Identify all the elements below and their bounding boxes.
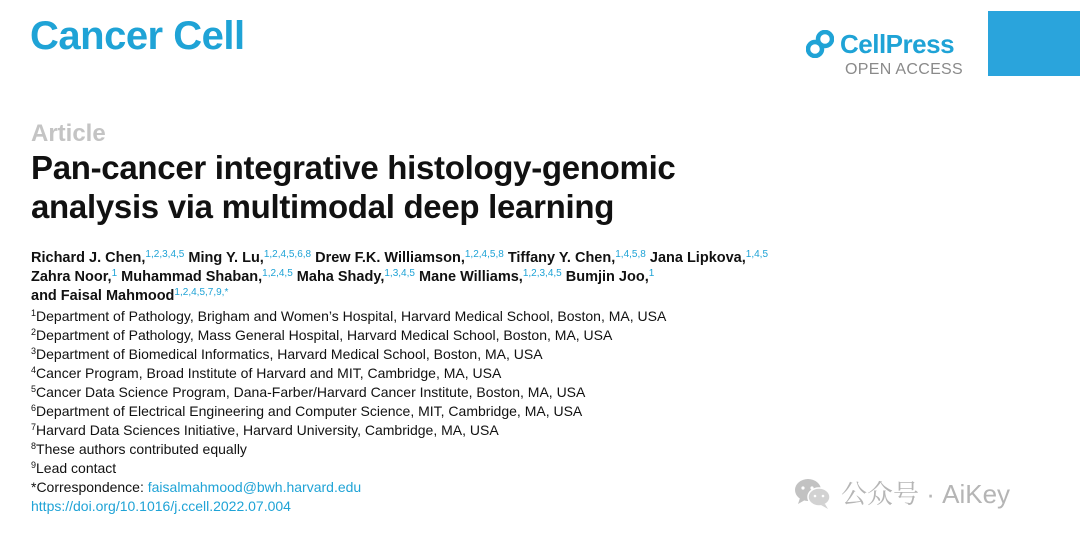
author-name: Zahra Noor, — [31, 269, 112, 285]
open-access-label: OPEN ACCESS — [845, 61, 964, 78]
author-affiliations[interactable]: 1,4,5 — [745, 249, 769, 260]
affiliation-text: These authors contributed equally — [36, 441, 247, 457]
author-affiliations[interactable]: 1 — [111, 268, 118, 279]
affiliation-item — [31, 326, 931, 345]
watermark-text: 公众号 · AiKey — [841, 479, 1011, 509]
author-affiliations[interactable]: 1,2,4,5 — [262, 268, 293, 279]
journal-title: Cancer Cell — [30, 14, 245, 58]
author-affiliations[interactable]: 1,2,4,5,8 — [464, 249, 504, 260]
correspondence-label: *Correspondence: — [31, 479, 148, 495]
article-type: Article — [31, 120, 106, 147]
cellpress-logo-icon — [806, 30, 834, 58]
affiliation-number: 1 — [31, 308, 37, 318]
author-name: Bumjin Joo, — [565, 269, 649, 285]
title-line: analysis via multimodal deep learning — [31, 188, 615, 225]
author-line — [31, 249, 931, 268]
author-name: Richard J. Chen, — [31, 250, 146, 266]
affiliation-number: 8 — [31, 441, 37, 451]
author-name: Mane Williams, — [418, 269, 523, 285]
author-affiliations[interactable]: 1,2,3,4,5 — [145, 249, 185, 260]
affiliation-text: Cancer Program, Broad Institute of Harvard and MIT, Cambridge, MA, USA — [36, 365, 502, 381]
affiliation-text: Department of Biomedical Informatics, Harvard Medical School, Boston, MA, USA — [36, 346, 543, 362]
author-list — [31, 249, 931, 306]
author-line — [31, 268, 931, 287]
affiliation-number: 4 — [31, 365, 37, 375]
author-affiliations[interactable]: 1,2,4,5,6,8 — [263, 249, 312, 260]
title-line: Pan-cancer integrative histology-genomic — [31, 149, 676, 186]
affiliation-item — [31, 345, 931, 364]
correspondence-email-link[interactable]: faisalmahmood@bwh.harvard.edu — [147, 479, 362, 495]
affiliation-number: 2 — [31, 327, 37, 337]
affiliation-number: 9 — [31, 460, 37, 470]
affiliation-text: Lead contact — [36, 460, 117, 476]
author-name: Drew F.K. Williamson, — [315, 250, 465, 266]
affiliation-item — [31, 402, 931, 421]
affiliation-number: 3 — [31, 346, 37, 356]
affiliation-text: Department of Pathology, Brigham and Women’s Hospital, Harvard Medical School, Boston, MA, USA — [36, 308, 667, 324]
affiliation-number: 6 — [31, 403, 37, 413]
author-name: Ming Y. Lu, — [188, 250, 264, 266]
author-name: Muhammad Shaban, — [121, 269, 263, 285]
watermark — [793, 474, 1010, 511]
author-affiliations[interactable]: 1,2,3,4,5 — [522, 268, 562, 279]
brand-color-block — [988, 11, 1080, 76]
author-line — [31, 287, 931, 306]
article-title — [31, 148, 811, 226]
affiliation-item — [31, 383, 931, 402]
author-name: Tiffany Y. Chen, — [507, 250, 616, 266]
affiliation-number: 7 — [31, 422, 37, 432]
affiliation-text: Cancer Data Science Program, Dana-Farber/Harvard Cancer Institute, Boston, MA, USA — [36, 384, 586, 400]
affiliation-item — [31, 440, 931, 459]
author-affiliations[interactable]: 1,3,4,5 — [384, 268, 415, 279]
affiliation-text: Harvard Data Sciences Initiative, Harvard University, Cambridge, MA, USA — [36, 422, 499, 438]
author-affiliations[interactable]: 1,2,4,5,7,9,* — [174, 287, 229, 298]
author-name: Jana Lipkova, — [649, 250, 746, 266]
affiliation-number: 5 — [31, 384, 37, 394]
affiliation-item — [31, 421, 931, 440]
affiliation-text: Department of Electrical Engineering and Computer Science, MIT, Cambridge, MA, USA — [36, 403, 583, 419]
cellpress-logo — [806, 30, 954, 58]
author-name: Maha Shady, — [296, 269, 385, 285]
affiliation-item — [31, 364, 931, 383]
publisher-name: CellPress — [840, 29, 955, 59]
affiliation-item — [31, 307, 931, 326]
author-affiliations[interactable]: 1,4,5,8 — [615, 249, 646, 260]
author-name: and Faisal Mahmood — [31, 288, 175, 304]
affiliation-text: Department of Pathology, Mass General Hospital, Harvard Medical School, Boston, MA, USA — [36, 327, 613, 343]
doi-link[interactable]: https://doi.org/10.1016/j.ccell.2022.07.004 — [31, 498, 291, 514]
author-affiliations[interactable]: 1 — [648, 268, 655, 279]
wechat-icon — [793, 476, 833, 510]
